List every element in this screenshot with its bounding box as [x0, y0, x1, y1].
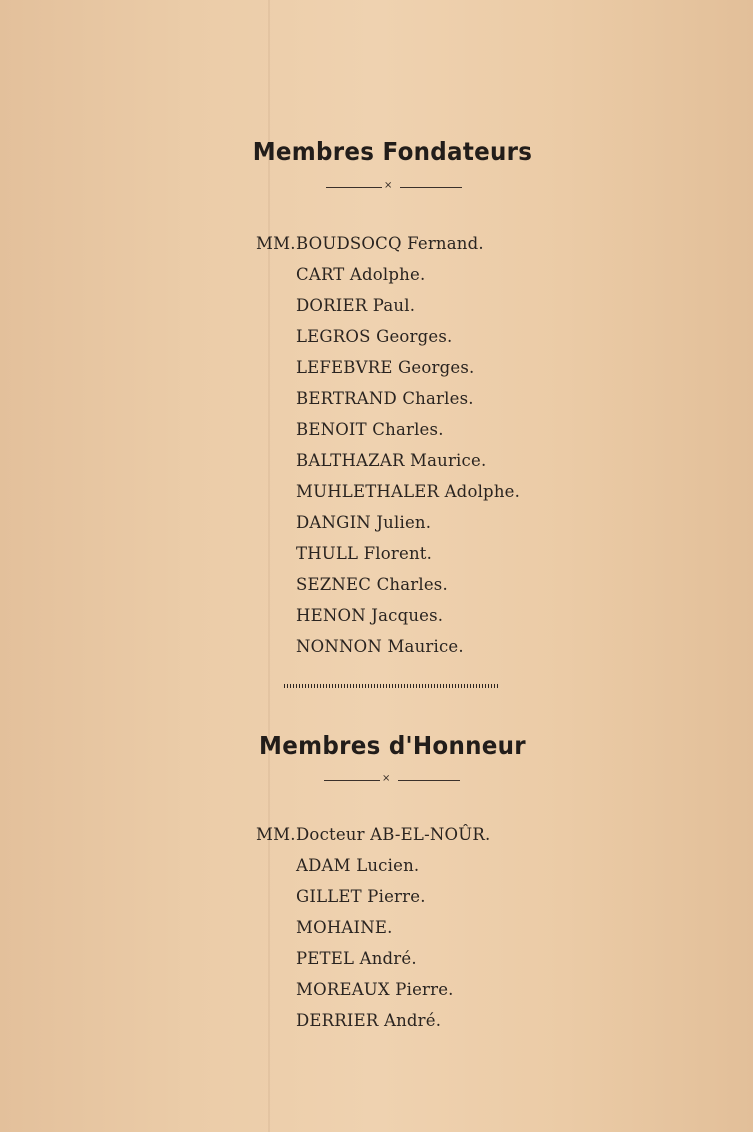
- dotted-separator: [284, 684, 500, 688]
- list-item: [256, 886, 490, 917]
- list-item: [256, 605, 520, 636]
- list-item: [256, 855, 490, 886]
- member-name: Docteur AB-EL-NOÛR.: [296, 825, 491, 844]
- list-item: [256, 1010, 490, 1041]
- member-name: CART Adolphe.: [296, 265, 426, 284]
- member-name: BOUDSOCQ Fernand.: [296, 234, 484, 253]
- member-name: GILLET Pierre.: [296, 887, 426, 906]
- member-name: LEGROS Georges.: [296, 327, 453, 346]
- list-item: [256, 357, 520, 388]
- member-name: ADAM Lucien.: [296, 856, 420, 875]
- prefix-mm: MM.: [256, 825, 296, 844]
- member-name: HENON Jacques.: [296, 606, 444, 625]
- list-item: [256, 481, 520, 512]
- member-name: LEFEBVRE Georges.: [296, 358, 475, 377]
- member-name: BALTHAZAR Maurice.: [296, 451, 487, 470]
- list-item: [256, 326, 520, 357]
- member-name: DANGIN Julien.: [296, 513, 432, 532]
- list-honneur: [256, 824, 490, 1041]
- list-item: [256, 574, 520, 605]
- list-item: [256, 295, 520, 326]
- list-item: [256, 979, 490, 1010]
- list-item: [256, 824, 490, 855]
- member-name: DERRIER André.: [296, 1011, 442, 1030]
- heading-membres-honneur: Membres d'Honneur: [259, 731, 526, 760]
- list-item: [256, 264, 520, 295]
- member-name: PETEL André.: [296, 949, 417, 968]
- member-name: SEZNEC Charles.: [296, 575, 448, 594]
- list-item: [256, 543, 520, 574]
- list-item: [256, 233, 520, 264]
- list-item: [256, 450, 520, 481]
- member-name: THULL Florent.: [296, 544, 433, 563]
- member-name: NONNON Maurice.: [296, 637, 464, 656]
- member-name: MUHLETHALER Adolphe.: [296, 482, 521, 501]
- list-item: [256, 948, 490, 979]
- member-name: BERTRAND Charles.: [296, 389, 474, 408]
- prefix-mm: MM.: [256, 234, 296, 253]
- heading-membres-fondateurs: Membres Fondateurs: [252, 137, 533, 166]
- list-item: [256, 388, 520, 419]
- list-item: [256, 636, 520, 667]
- ornament-divider: ⨯: [324, 776, 460, 786]
- member-name: MOREAUX Pierre.: [296, 980, 454, 999]
- member-name: DORIER Paul.: [296, 296, 416, 315]
- list-item: [256, 512, 520, 543]
- ornament-divider: ⨯: [326, 183, 462, 193]
- list-item: [256, 917, 490, 948]
- member-name: BENOIT Charles.: [296, 420, 444, 439]
- list-fondateurs: [256, 233, 520, 667]
- member-name: MOHAINE.: [296, 918, 393, 937]
- list-item: [256, 419, 520, 450]
